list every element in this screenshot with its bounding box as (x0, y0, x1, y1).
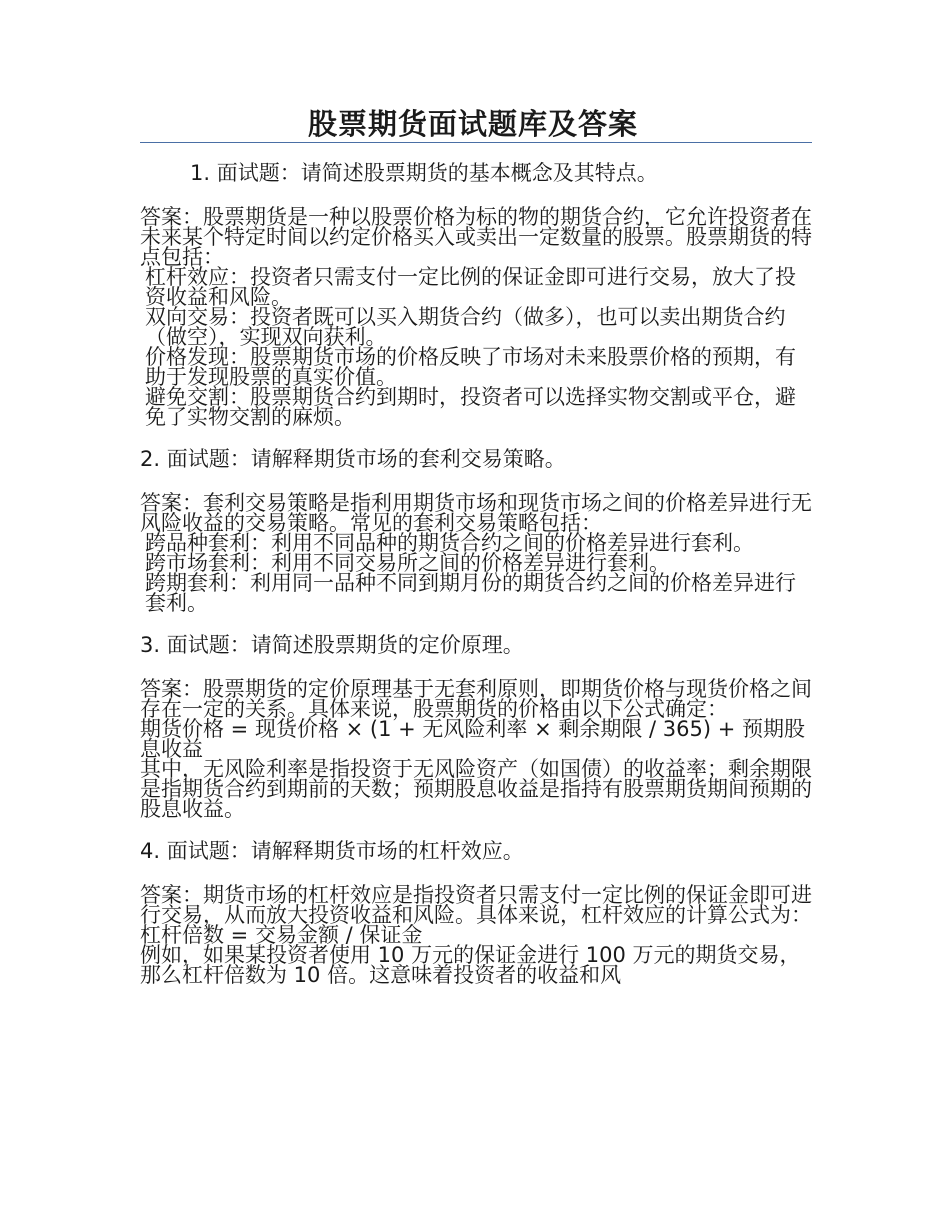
question-3: 3. 面试题：请简述股票期货的定价原理。 (140, 633, 524, 657)
answer-1-item: 双向交易：投资者既可以买入期货合约（做多），也可以卖出期货合约（做空），实现双向获利。 (145, 305, 786, 349)
answer-3 (140, 679, 812, 819)
answer-2-item: 跨期套利：利用同一品种不同到期月份的期货合约之间的价格差异进行套利。 (145, 571, 796, 615)
question-2: 2. 面试题：请解释期货市场的套利交易策略。 (140, 447, 566, 471)
answer-4-formula: 杠杆倍数 = 交易金额 / 保证金 (140, 923, 423, 947)
answer-3-note: 其中，无风险利率是指投资于无风险资产（如国债）的收益率；剩余期限是指期货合约到期前的天数；预期股息收益是指持有股票期货期间预期的股息收益。 (140, 757, 812, 821)
answer-2-intro: 答案：套利交易策略是指利用期货市场和现货市场之间的价格差异进行无风险收益的交易策略。常见的套利交易策略包括： (140, 491, 812, 535)
title-bar (140, 100, 812, 143)
document-page (140, 100, 812, 1005)
answer-1-item: 杠杆效应：投资者只需支付一定比例的保证金即可进行交易，放大了投资收益和风险。 (145, 265, 796, 309)
answer-1-intro: 答案：股票期货是一种以股票价格为标的物的期货合约，它允许投资者在未来某个特定时间以约定价格买入或卖出一定数量的股票。股票期货的特点包括： (140, 205, 812, 269)
answer-3-formula: 期货价格 = 现货价格 × (1 + 无风险利率 × 剩余期限 / 365) + 预期股息收益 (140, 717, 805, 761)
answer-3-intro: 答案：股票期货的定价原理基于无套利原则，即期货价格与现货价格之间存在一定的关系。具体来说，股票期货的价格由以下公式确定： (140, 677, 812, 721)
page-title: 股票期货面试题库及答案 (308, 107, 639, 141)
answer-1-item: 价格发现：股票期货市场的价格反映了市场对未来股票价格的预期，有助于发现股票的真实价值。 (145, 345, 796, 389)
question-4: 4. 面试题：请解释期货市场的杠杆效应。 (140, 839, 524, 863)
answer-4 (140, 885, 812, 985)
answer-2 (140, 493, 812, 613)
answer-2-item: 跨品种套利：利用不同品种的期货合约之间的价格差异进行套利。 (145, 531, 754, 555)
answer-1-item: 避免交割：股票期货合约到期时，投资者可以选择实物交割或平仓，避免了实物交割的麻烦。 (145, 385, 796, 429)
answer-1 (140, 207, 812, 427)
answer-4-intro: 答案：期货市场的杠杆效应是指投资者只需支付一定比例的保证金即可进行交易，从而放大投资收益和风险。具体来说，杠杆效应的计算公式为： (140, 883, 812, 927)
answer-2-item: 跨市场套利：利用不同交易所之间的价格差异进行套利。 (145, 551, 670, 575)
question-1: 1. 面试题：请简述股票期货的基本概念及其特点。 (190, 161, 658, 185)
answer-4-example: 例如，如果某投资者使用 10 万元的保证金进行 100 万元的期货交易，那么杠杆倍数为 10 倍。这意味着投资者的收益和风 (140, 943, 801, 987)
